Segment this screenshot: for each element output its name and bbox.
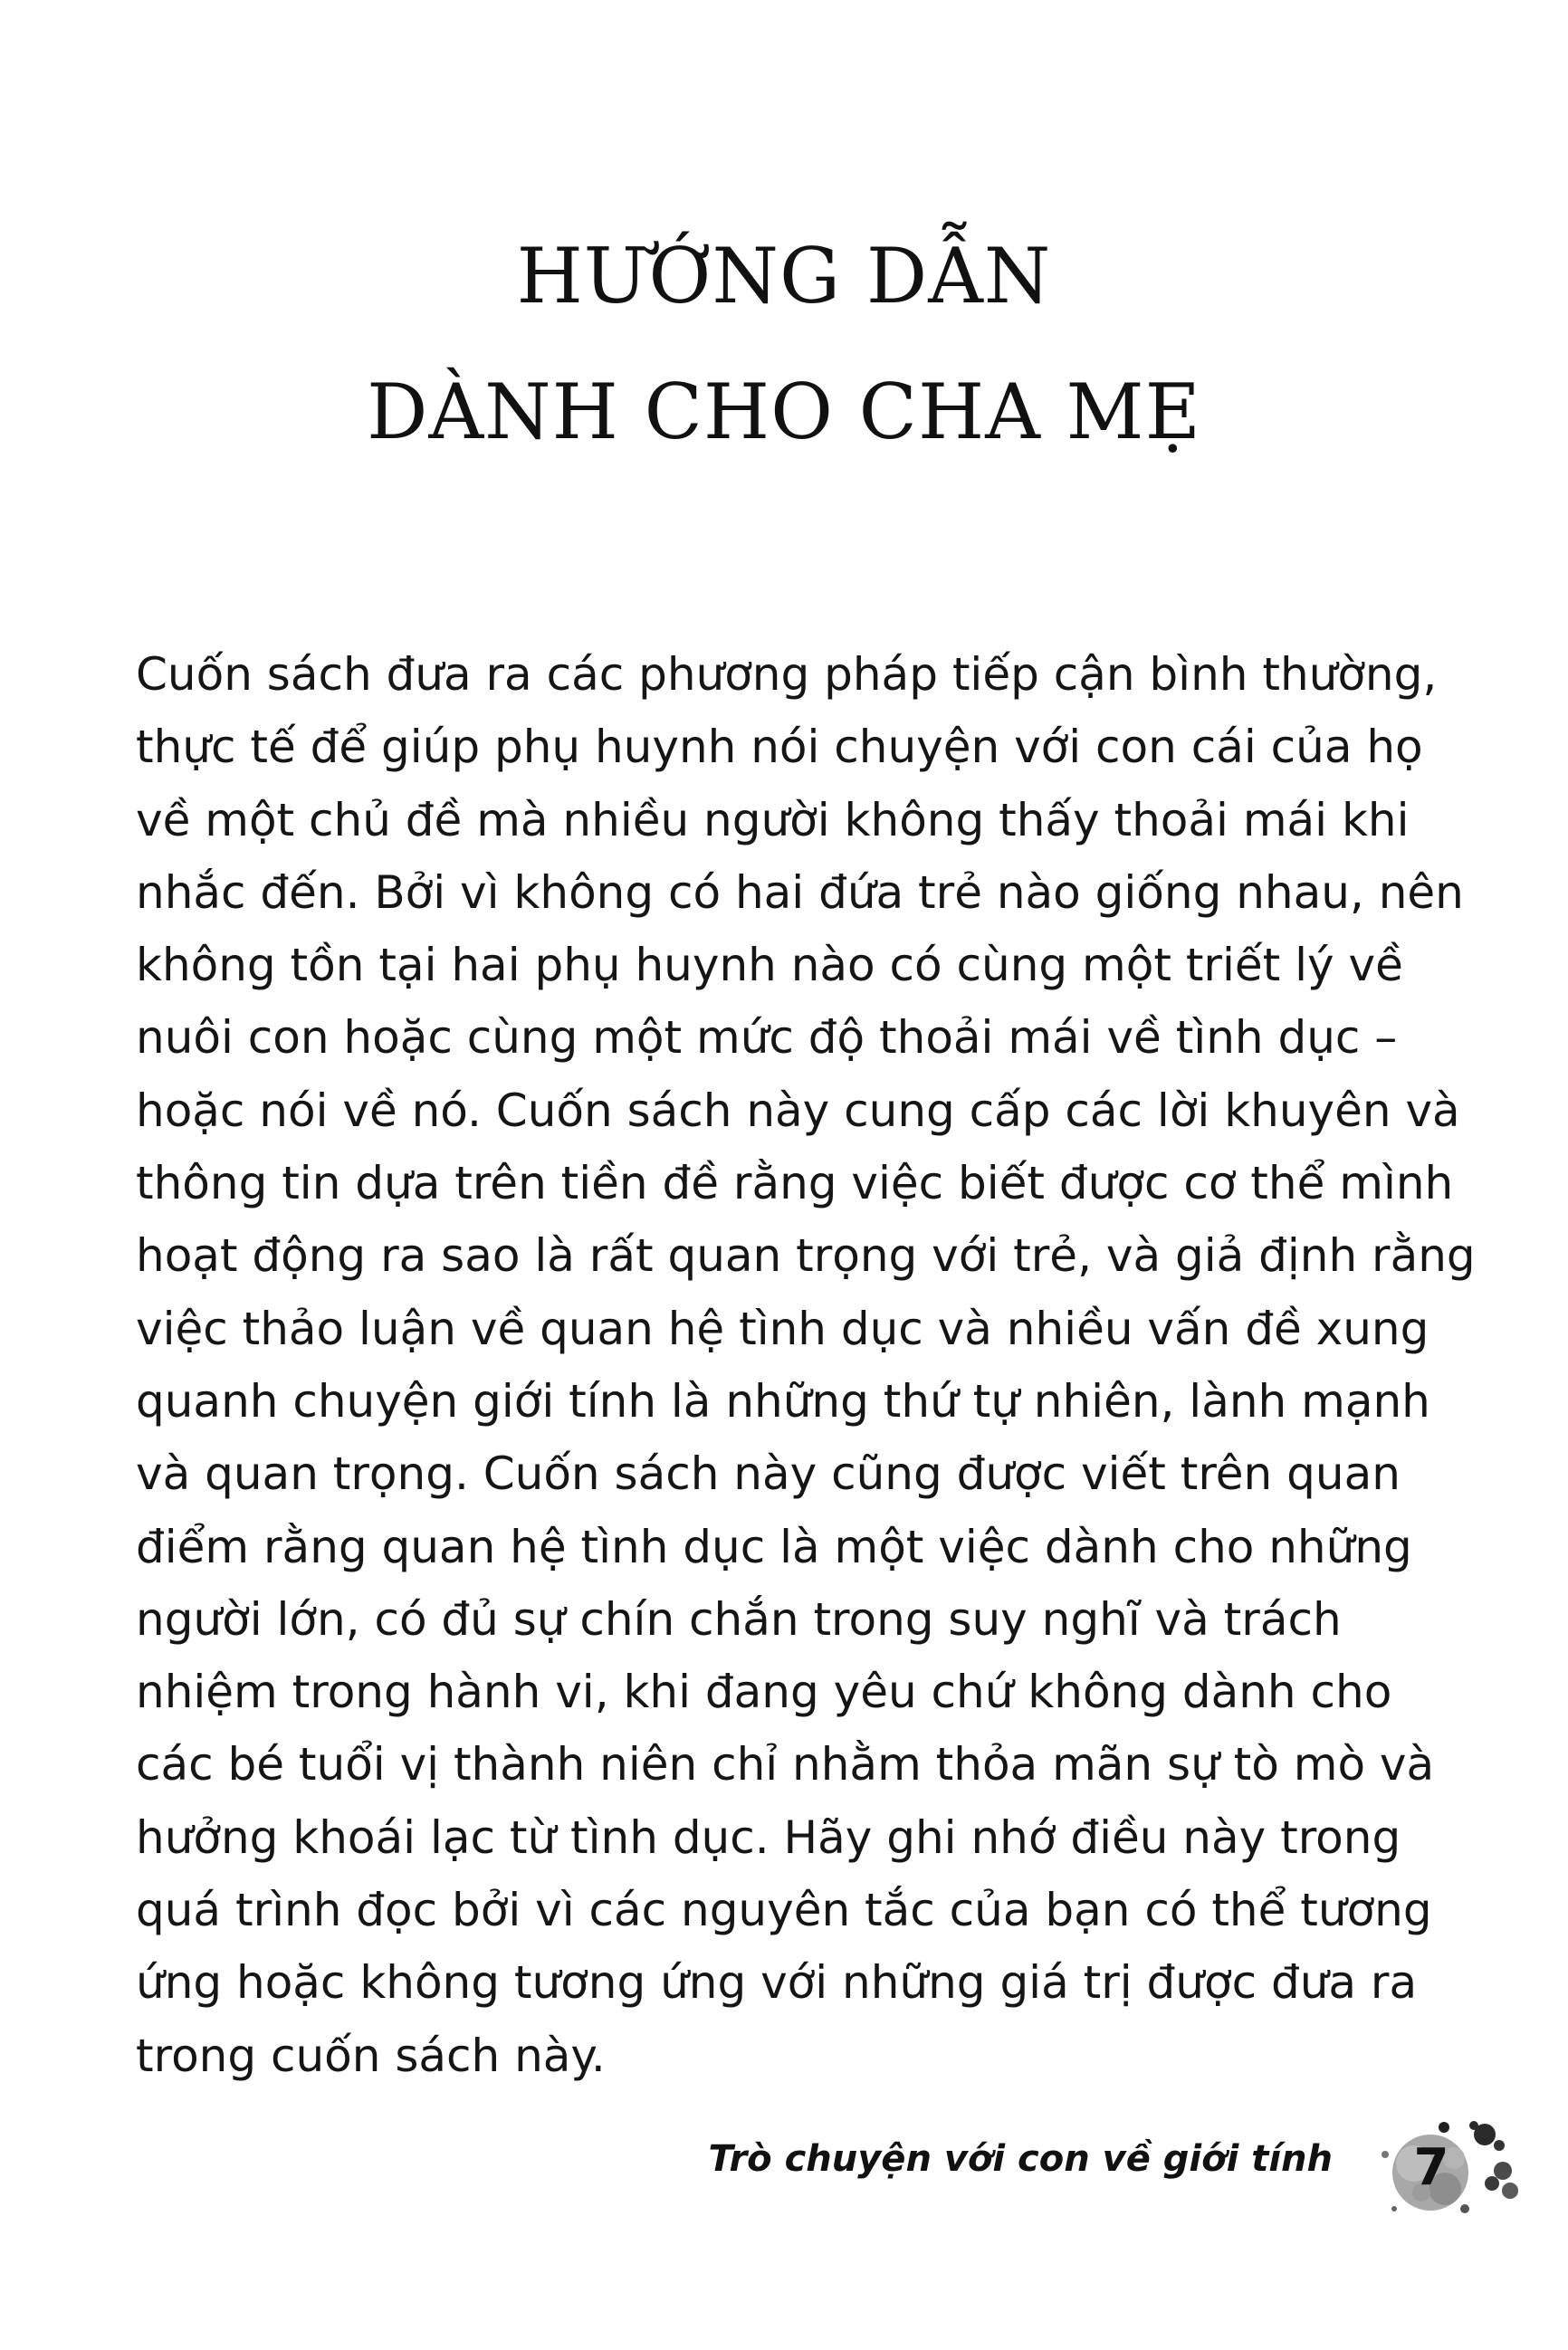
- body-line: trong cuốn sách này.: [136, 2029, 606, 2082]
- body-line: không tồn tại hai phụ huynh nào có cùng một triết lý về: [136, 939, 1403, 992]
- body-line: nuôi con hoặc cùng một mức độ thoải mái về tình dục –: [136, 1011, 1398, 1065]
- body-line: nhắc đến. Bởi vì không có hai đứa trẻ nào giống nhau, nên: [136, 865, 1464, 919]
- chapter-title: [0, 208, 1568, 480]
- body-line: và quan trọng. Cuốn sách này cũng được viết trên quan: [136, 1447, 1401, 1501]
- body-line: thông tin dựa trên tiền đề rằng việc biết được cơ thể mình: [136, 1157, 1454, 1210]
- body-line: nhiệm trong hành vi, khi đang yêu chứ không dành cho: [136, 1666, 1392, 1719]
- body-line: việc thảo luận về quan hệ tình dục và nhiều vấn đề xung: [136, 1302, 1429, 1355]
- body-line: các bé tuổi vị thành niên chỉ nhằm thỏa mãn sự tò mò và: [136, 1738, 1435, 1791]
- chapter-title-line-1: HƯỚNG DẪN: [516, 232, 1052, 320]
- body-line: quá trình đọc bởi vì các nguyên tắc của bạn có thể tương: [136, 1884, 1432, 1937]
- body-line: thực tế để giúp phụ huynh nói chuyện với con cái của họ: [136, 721, 1423, 774]
- body-line: về một chủ đề mà nhiều người không thấy thoải mái khi: [136, 793, 1410, 846]
- page-footer: [0, 2118, 1568, 2245]
- body-paragraph: [136, 638, 1476, 2092]
- body-line: điểm rằng quan hệ tình dục là một việc dành cho những: [136, 1520, 1412, 1573]
- body-line: hoặc nói về nó. Cuốn sách này cung cấp các lời khuyên và: [136, 1084, 1460, 1137]
- running-footer-book-title: Trò chuyện với con về giới tính: [708, 2138, 1333, 2180]
- body-line: hưởng khoái lạc từ tình dục. Hãy ghi nhớ điều này trong: [136, 1810, 1401, 1864]
- body-line: ứng hoặc không tương ứng với những giá trị được đưa ra: [136, 1956, 1418, 2010]
- page-number: 7: [1413, 2138, 1449, 2197]
- body-line: người lớn, có đủ sự chín chắn trong suy nghĩ và trách: [136, 1592, 1342, 1646]
- chapter-title-line-2: DÀNH CHO CHA MẸ: [367, 368, 1201, 456]
- body-line: hoạt động ra sao là rất quan trọng với trẻ, và giả định rằng: [136, 1229, 1476, 1283]
- page-number-badge: [1358, 2118, 1539, 2245]
- body-line: Cuốn sách đưa ra các phương pháp tiếp cận bình thường,: [136, 648, 1438, 701]
- body-line: quanh chuyện giới tính là những thứ tự nhiên, lành mạnh: [136, 1374, 1430, 1428]
